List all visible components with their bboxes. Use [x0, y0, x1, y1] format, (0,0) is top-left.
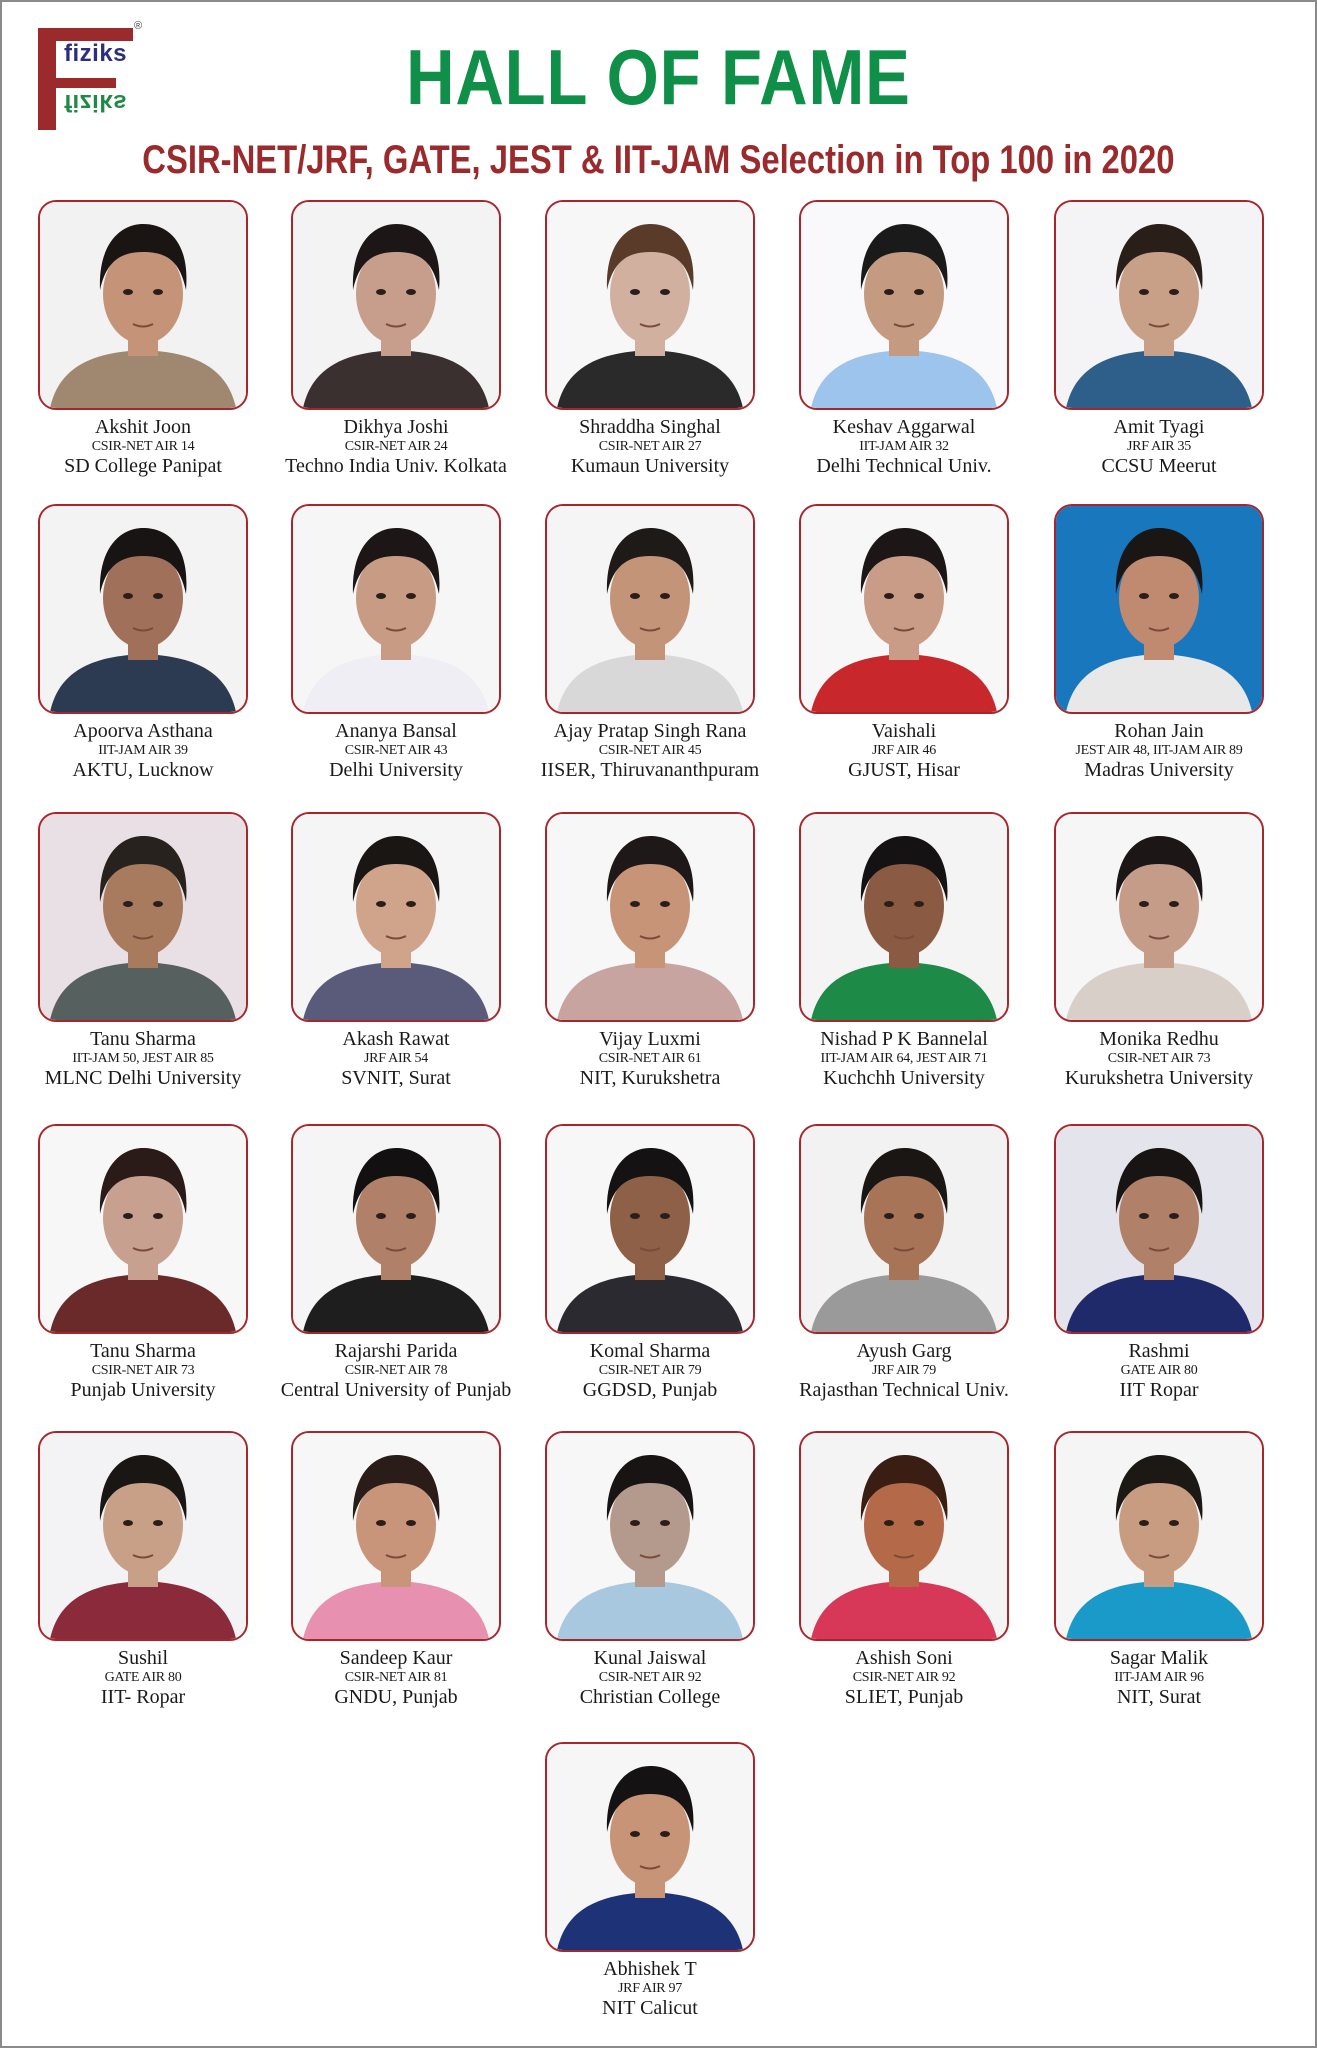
topper-institution: SVNIT, Surat [341, 1067, 451, 1089]
topper-name: Rajarshi Parida [334, 1340, 458, 1362]
topper-card [774, 1431, 1034, 1708]
topper-name: Monika Redhu [1099, 1028, 1219, 1050]
topper-photo [1054, 1431, 1264, 1641]
topper-rank: CSIR-NET AIR 73 [91, 1363, 195, 1378]
topper-photo [545, 812, 755, 1022]
topper-card [774, 812, 1034, 1089]
topper-name: Rohan Jain [1114, 720, 1204, 742]
topper-rank: IIT-JAM 50, JEST AIR 85 [72, 1051, 214, 1066]
topper-rank: CSIR-NET AIR 92 [598, 1670, 702, 1685]
topper-name: Abhishek T [603, 1958, 697, 1980]
topper-card [1029, 1124, 1289, 1401]
topper-rank: CSIR-NET AIR 24 [344, 439, 448, 454]
person-portrait-icon [547, 814, 753, 1020]
topper-card [520, 1124, 780, 1401]
topper-photo [291, 1431, 501, 1641]
topper-name: Ashish Soni [855, 1647, 953, 1669]
topper-photo [799, 504, 1009, 714]
topper-photo [38, 1431, 248, 1641]
person-portrait-icon [293, 1433, 499, 1639]
person-portrait-icon [40, 1126, 246, 1332]
topper-rank: CSIR-NET AIR 73 [1107, 1051, 1211, 1066]
topper-card [266, 1124, 526, 1401]
topper-photo [1054, 504, 1264, 714]
topper-card [774, 200, 1034, 477]
topper-name: Komal Sharma [589, 1340, 711, 1362]
topper-institution: NIT Calicut [602, 1997, 698, 2019]
topper-card [1029, 1431, 1289, 1708]
person-portrait-icon [40, 814, 246, 1020]
person-portrait-icon [1056, 1433, 1262, 1639]
topper-name: Dikhya Joshi [343, 416, 449, 438]
topper-rank: GATE AIR 80 [1120, 1363, 1198, 1378]
topper-institution: IIT- Ropar [100, 1686, 186, 1708]
topper-name: Sushil [117, 1647, 169, 1669]
topper-photo [799, 1431, 1009, 1641]
person-portrait-icon [801, 202, 1007, 408]
person-portrait-icon [801, 506, 1007, 712]
topper-rank: CSIR-NET AIR 81 [344, 1670, 448, 1685]
topper-photo [545, 504, 755, 714]
person-portrait-icon [547, 1433, 753, 1639]
topper-institution: Kuchchh University [823, 1067, 985, 1089]
topper-card [1029, 812, 1289, 1089]
topper-card [520, 1431, 780, 1708]
topper-name: Ayush Garg [856, 1340, 952, 1362]
topper-name: Nishad P K Bannelal [820, 1028, 988, 1050]
person-portrait-icon [293, 202, 499, 408]
topper-institution: SLIET, Punjab [844, 1686, 964, 1708]
topper-rank: IIT-JAM AIR 96 [1114, 1670, 1204, 1685]
topper-name: Tanu Sharma [90, 1028, 196, 1050]
topper-name: Tanu Sharma [90, 1340, 196, 1362]
topper-card [1029, 504, 1289, 781]
topper-rank: CSIR-NET AIR 14 [91, 439, 195, 454]
topper-rank: IIT-JAM AIR 39 [98, 743, 188, 758]
person-portrait-icon [40, 1433, 246, 1639]
topper-name: Sagar Malik [1109, 1647, 1209, 1669]
person-portrait-icon [801, 1433, 1007, 1639]
topper-institution: MLNC Delhi University [44, 1067, 242, 1089]
topper-card [13, 504, 273, 781]
topper-name: Apoorva Asthana [73, 720, 213, 742]
topper-photo [291, 504, 501, 714]
topper-institution: IISER, Thiruvananthpuram [540, 759, 760, 781]
topper-rank: IIT-JAM AIR 64, JEST AIR 71 [820, 1051, 988, 1066]
person-portrait-icon [293, 814, 499, 1020]
topper-card [13, 200, 273, 477]
topper-institution: SD College Panipat [64, 455, 222, 477]
topper-photo [38, 1124, 248, 1334]
topper-photo [545, 1742, 755, 1952]
topper-rank: JRF AIR 46 [872, 743, 936, 758]
topper-rank: JRF AIR 35 [1127, 439, 1191, 454]
person-portrait-icon [801, 1126, 1007, 1332]
topper-photo [545, 200, 755, 410]
person-portrait-icon [547, 1126, 753, 1332]
topper-rank: JRF AIR 79 [872, 1363, 936, 1378]
topper-name: Vijay Luxmi [599, 1028, 701, 1050]
person-portrait-icon [801, 814, 1007, 1020]
topper-institution: GJUST, Hisar [848, 759, 960, 781]
topper-rank: CSIR-NET AIR 79 [598, 1363, 702, 1378]
topper-name: Kunal Jaiswal [593, 1647, 707, 1669]
topper-name: Ajay Pratap Singh Rana [553, 720, 747, 742]
person-portrait-icon [40, 506, 246, 712]
topper-card [774, 504, 1034, 781]
topper-rank: CSIR-NET AIR 78 [344, 1363, 448, 1378]
topper-rank: CSIR-NET AIR 61 [598, 1051, 702, 1066]
person-portrait-icon [1056, 506, 1262, 712]
topper-photo [799, 200, 1009, 410]
topper-name: Ananya Bansal [335, 720, 457, 742]
topper-name: Keshav Aggarwal [832, 416, 976, 438]
topper-rank: IIT-JAM AIR 32 [859, 439, 949, 454]
page-subtitle: CSIR-NET/JRF, GATE, JEST & IIT-JAM Selection in Top 100 in 2020 [142, 138, 1175, 182]
topper-institution: Punjab University [70, 1379, 216, 1401]
topper-institution: Christian College [579, 1686, 721, 1708]
topper-institution: Delhi Technical Univ. [816, 455, 992, 477]
registered-mark-icon: ® [134, 20, 143, 32]
topper-institution: NIT, Surat [1116, 1686, 1202, 1708]
topper-card [520, 1742, 780, 2019]
topper-institution: Central University of Punjab [280, 1379, 512, 1401]
topper-photo [291, 200, 501, 410]
topper-photo [38, 504, 248, 714]
topper-rank: CSIR-NET AIR 43 [344, 743, 448, 758]
topper-photo [291, 1124, 501, 1334]
topper-card [520, 200, 780, 477]
topper-institution: Kurukshetra University [1064, 1067, 1254, 1089]
topper-name: Akash Rawat [342, 1028, 450, 1050]
topper-institution: GNDU, Punjab [334, 1686, 458, 1708]
person-portrait-icon [40, 202, 246, 408]
logo-mirror-text: fiziks [64, 89, 128, 116]
topper-photo [799, 1124, 1009, 1334]
topper-institution: NIT, Kurukshetra [579, 1067, 721, 1089]
topper-photo [1054, 1124, 1264, 1334]
logo-text: fiziks [64, 40, 128, 67]
topper-rank: CSIR-NET AIR 27 [598, 439, 702, 454]
topper-card [266, 1431, 526, 1708]
topper-photo [38, 200, 248, 410]
topper-rank: JEST AIR 48, IIT-JAM AIR 89 [1075, 743, 1243, 758]
topper-photo [38, 812, 248, 1022]
topper-rank: CSIR-NET AIR 92 [852, 1670, 956, 1685]
topper-photo [545, 1431, 755, 1641]
topper-name: Amit Tyagi [1113, 416, 1205, 438]
topper-photo [1054, 200, 1264, 410]
topper-card [774, 1124, 1034, 1401]
topper-photo [799, 812, 1009, 1022]
topper-institution: Kumaun University [570, 455, 730, 477]
person-portrait-icon [547, 202, 753, 408]
topper-name: Shraddha Singhal [579, 416, 721, 438]
topper-institution: Delhi University [329, 759, 463, 781]
topper-name: Vaishali [871, 720, 937, 742]
topper-rank: JRF AIR 97 [618, 1981, 682, 1996]
topper-photo [1054, 812, 1264, 1022]
topper-name: Rashmi [1128, 1340, 1190, 1362]
topper-name: Akshit Joon [94, 416, 192, 438]
person-portrait-icon [1056, 1126, 1262, 1332]
topper-rank: CSIR-NET AIR 45 [598, 743, 702, 758]
person-portrait-icon [547, 506, 753, 712]
topper-card [266, 200, 526, 477]
topper-card [266, 504, 526, 781]
topper-card [13, 1124, 273, 1401]
person-portrait-icon [293, 1126, 499, 1332]
topper-card [1029, 200, 1289, 477]
topper-card [520, 504, 780, 781]
person-portrait-icon [1056, 202, 1262, 408]
topper-photo [545, 1124, 755, 1334]
topper-card [13, 1431, 273, 1708]
topper-institution: Madras University [1084, 759, 1234, 781]
topper-photo [291, 812, 501, 1022]
topper-institution: CCSU Meerut [1101, 455, 1217, 477]
topper-name: Sandeep Kaur [339, 1647, 453, 1669]
topper-institution: GGDSD, Punjab [582, 1379, 718, 1401]
person-portrait-icon [547, 1744, 753, 1950]
topper-institution: Rajasthan Technical Univ. [799, 1379, 1009, 1401]
person-portrait-icon [293, 506, 499, 712]
person-portrait-icon [1056, 814, 1262, 1020]
page-title: HALL OF FAME [406, 33, 911, 121]
topper-institution: AKTU, Lucknow [72, 759, 214, 781]
topper-card [266, 812, 526, 1089]
topper-rank: GATE AIR 80 [104, 1670, 182, 1685]
topper-institution: IIT Ropar [1119, 1379, 1199, 1401]
topper-card [13, 812, 273, 1089]
topper-rank: JRF AIR 54 [364, 1051, 428, 1066]
topper-institution: Techno India Univ. Kolkata [285, 455, 507, 477]
topper-card [520, 812, 780, 1089]
